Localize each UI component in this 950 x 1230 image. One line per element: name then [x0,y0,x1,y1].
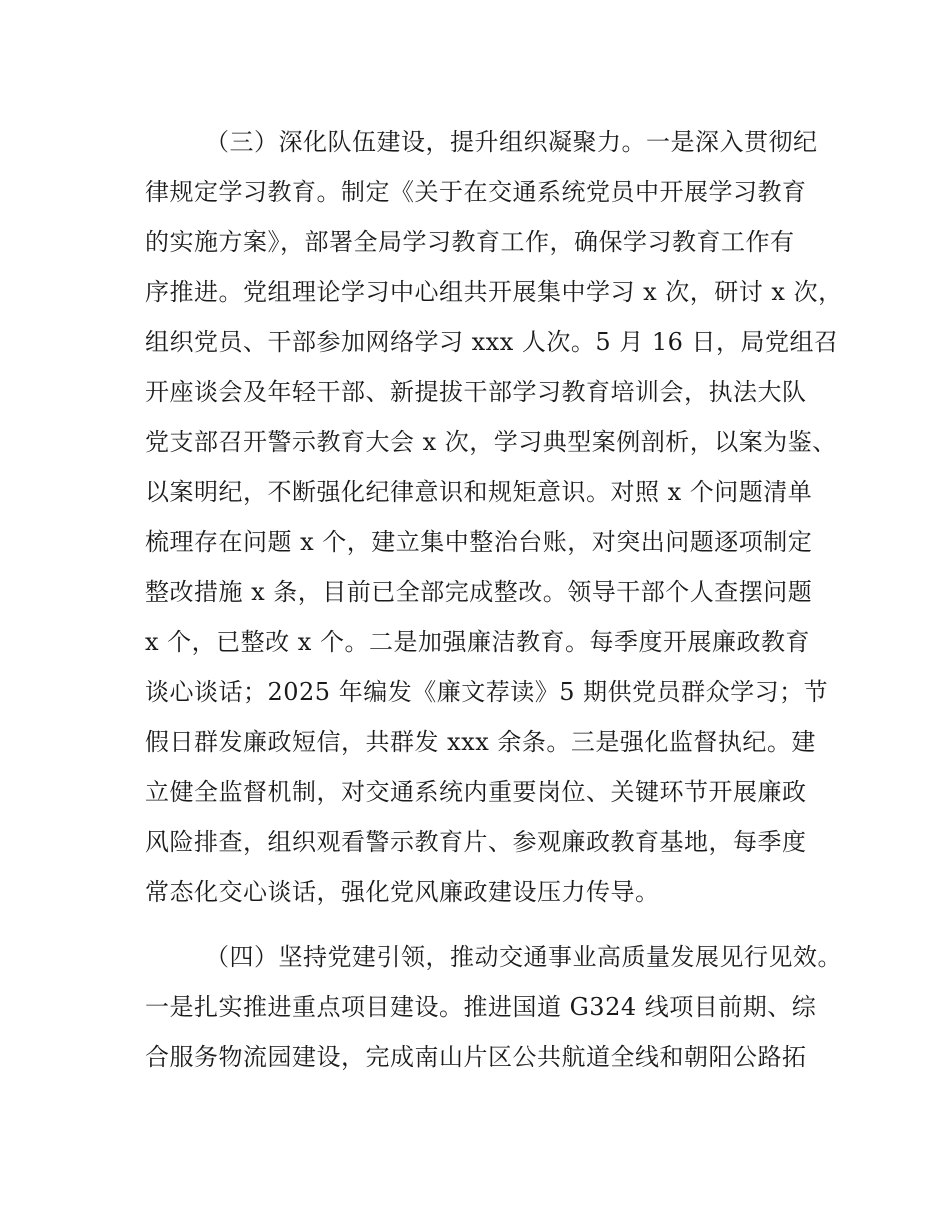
paragraph-3-line-8: 以案明纪，不断强化纪律意识和规矩意识。对照 x 个问题清单 [145,478,813,506]
paragraph-3-line-5: 组织党员、干部参加网络学习 xxx 人次。5 月 16 日，局党组召 [145,328,839,356]
paragraph-3-line-13: 假日群发廉政短信，共群发 xxx 余条。三是强化监督执纪。建 [145,728,816,756]
paragraph-3-line-12: 谈心谈话；2025 年编发《廉文荐读》5 期供党员群众学习；节 [145,678,829,706]
paragraph-3-line-15: 风险排查，组织观看警示教育片、参观廉政教育基地，每季度 [145,828,807,856]
paragraph-4-line-3: 合服务物流园建设，完成南山片区公共航道全线和朝阳公路拓 [145,1043,807,1071]
paragraph-3-line-2: 律规定学习教育。制定《关于在交通系统党员中开展学习教育 [145,178,807,206]
paragraph-3-line-1: （三）深化队伍建设，提升组织凝聚力。一是深入贯彻纪 [205,128,818,156]
paragraph-4-line-1: （四）坚持党建引领，推动交通事业高质量发展见行见效。 [205,943,842,971]
paragraph-3-line-14: 立健全监督机制，对交通系统内重要岗位、关键环节开展廉政 [145,778,807,806]
paragraph-3-line-9: 梳理存在问题 x 个，建立集中整治台账，对突出问题逐项制定 [145,528,813,556]
paragraph-4-line-2: 一是扎实推进重点项目建设。推进国道 G324 线项目前期、综 [145,993,817,1021]
paragraph-3-line-6: 开座谈会及年轻干部、新提拔干部学习教育培训会，执法大队 [145,378,807,406]
paragraph-3-line-16: 常态化交心谈话，强化党风廉政建设压力传导。 [145,878,660,906]
paragraph-3-line-4: 序推进。党组理论学习中心组共开展集中学习 x 次，研讨 x 次， [145,278,843,306]
paragraph-3-line-3: 的实施方案》，部署全局学习教育工作，确保学习教育工作有 [145,228,795,256]
paragraph-3-line-7: 党支部召开警示教育大会 x 次，学习典型案例剖析，以案为鉴、 [145,428,837,456]
paragraph-3-line-10: 整改措施 x 条，目前已全部完成整改。领导干部个人查摆问题 [145,578,813,606]
paragraph-3-line-11: x 个，已整改 x 个。二是加强廉洁教育。每季度开展廉政教育 [145,628,810,656]
